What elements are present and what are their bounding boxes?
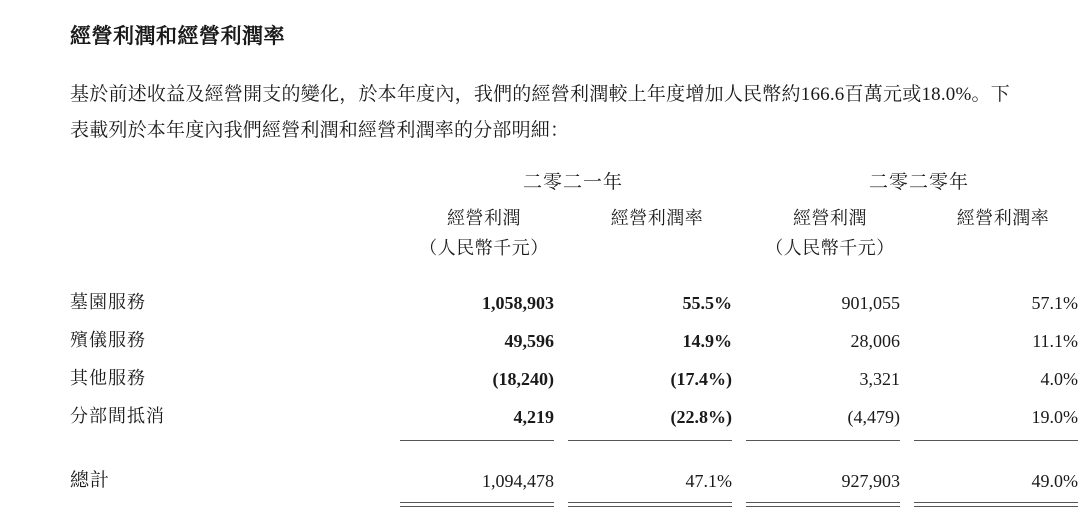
cell-other-profit-2020: 3,321 bbox=[859, 369, 901, 390]
operating-profit-table bbox=[70, 167, 1080, 507]
table-row bbox=[70, 320, 1080, 358]
cell-cemetery-margin-2020: 57.1% bbox=[1031, 293, 1079, 314]
col-header-profit-2021: 經營利潤 bbox=[447, 208, 521, 229]
col-header-margin-2020: 經營利潤率 bbox=[956, 208, 1050, 229]
cell-funeral-profit-2020: 28,006 bbox=[850, 331, 901, 352]
table-column-header-row bbox=[70, 204, 1080, 234]
cell-total-profit-2021: 1,094,478 bbox=[482, 471, 554, 492]
cell-cemetery-profit-2020: 901,055 bbox=[841, 293, 901, 314]
dbl-rule-spacer bbox=[70, 502, 400, 507]
cell-intersegment-profit-2021: 4,219 bbox=[513, 407, 554, 428]
empty-corner-cell-3 bbox=[70, 234, 400, 282]
table-total-rule-row bbox=[70, 502, 1080, 507]
cell-total-profit-2020: 927,903 bbox=[841, 471, 901, 492]
cell-total-margin-2020: 49.0% bbox=[1031, 471, 1079, 492]
rule-margin-2020 bbox=[914, 434, 1080, 441]
row-label-funeral: 殯儀服務 bbox=[70, 330, 146, 351]
col-header-margin-2021: 經營利潤率 bbox=[610, 208, 704, 229]
row-label-intersegment: 分部間抵消 bbox=[70, 406, 165, 427]
row-label-total: 總計 bbox=[70, 470, 111, 492]
unit-header-margin-2020 bbox=[914, 234, 1080, 282]
unit-header-2021: （人民幣千元） bbox=[419, 238, 549, 259]
row-label-other: 其他服務 bbox=[70, 368, 146, 389]
cell-total-margin-2021: 47.1% bbox=[685, 471, 733, 492]
cell-other-profit-2021: (18,240) bbox=[492, 369, 554, 390]
dbl-rule-margin-2020 bbox=[914, 502, 1080, 507]
table-unit-header-row bbox=[70, 234, 1080, 282]
unit-header-margin-2021 bbox=[568, 234, 746, 282]
row-label-cemetery: 墓園服務 bbox=[70, 292, 146, 313]
table-gap-row bbox=[70, 441, 1080, 457]
table-total-row bbox=[70, 457, 1080, 502]
empty-corner-cell bbox=[70, 167, 400, 204]
unit-header-2020: （人民幣千元） bbox=[765, 238, 895, 259]
cell-intersegment-margin-2020: 19.0% bbox=[1031, 407, 1079, 428]
page-title: 經營利潤和經營利潤率 bbox=[70, 24, 285, 48]
col-header-profit-2020: 經營利潤 bbox=[793, 208, 868, 229]
cell-funeral-margin-2020: 11.1% bbox=[1032, 331, 1079, 352]
rule-profit-2020 bbox=[746, 434, 914, 441]
cell-cemetery-margin-2021: 55.5% bbox=[682, 293, 733, 314]
cell-other-margin-2021: (17.4%) bbox=[670, 369, 733, 390]
cell-cemetery-profit-2021: 1,058,903 bbox=[482, 293, 554, 314]
cell-funeral-margin-2021: 14.9% bbox=[682, 331, 733, 352]
gap-cell bbox=[70, 441, 1080, 457]
rule-spacer bbox=[70, 434, 400, 441]
year-header-2021: 二零二一年 bbox=[523, 172, 624, 194]
body-paragraph: 基於前述收益及經營開支的變化，於本年度內，我們的經營利潤較上年度增加人民幣約166.6百萬元或18.0%。下表載列於本年度內我們經營利潤和經營利潤率的分部明細： bbox=[70, 84, 1010, 142]
table-subtotal-rule-row bbox=[70, 434, 1080, 441]
cell-other-margin-2020: 4.0% bbox=[1040, 369, 1079, 390]
cell-intersegment-margin-2021: (22.8%) bbox=[670, 407, 733, 428]
empty-corner-cell-2 bbox=[70, 204, 400, 234]
dbl-rule-profit-2021 bbox=[400, 502, 568, 507]
dbl-rule-margin-2021 bbox=[568, 502, 746, 507]
cell-funeral-profit-2021: 49,596 bbox=[504, 331, 554, 352]
rule-margin-2021 bbox=[568, 434, 746, 441]
cell-intersegment-profit-2020: (4,479) bbox=[847, 407, 901, 428]
table-year-header-row bbox=[70, 167, 1080, 204]
rule-profit-2021 bbox=[400, 434, 568, 441]
table-row bbox=[70, 282, 1080, 320]
year-header-2020: 二零二零年 bbox=[869, 172, 970, 194]
dbl-rule-profit-2020 bbox=[746, 502, 914, 507]
table-row bbox=[70, 358, 1080, 396]
table-row bbox=[70, 396, 1080, 434]
